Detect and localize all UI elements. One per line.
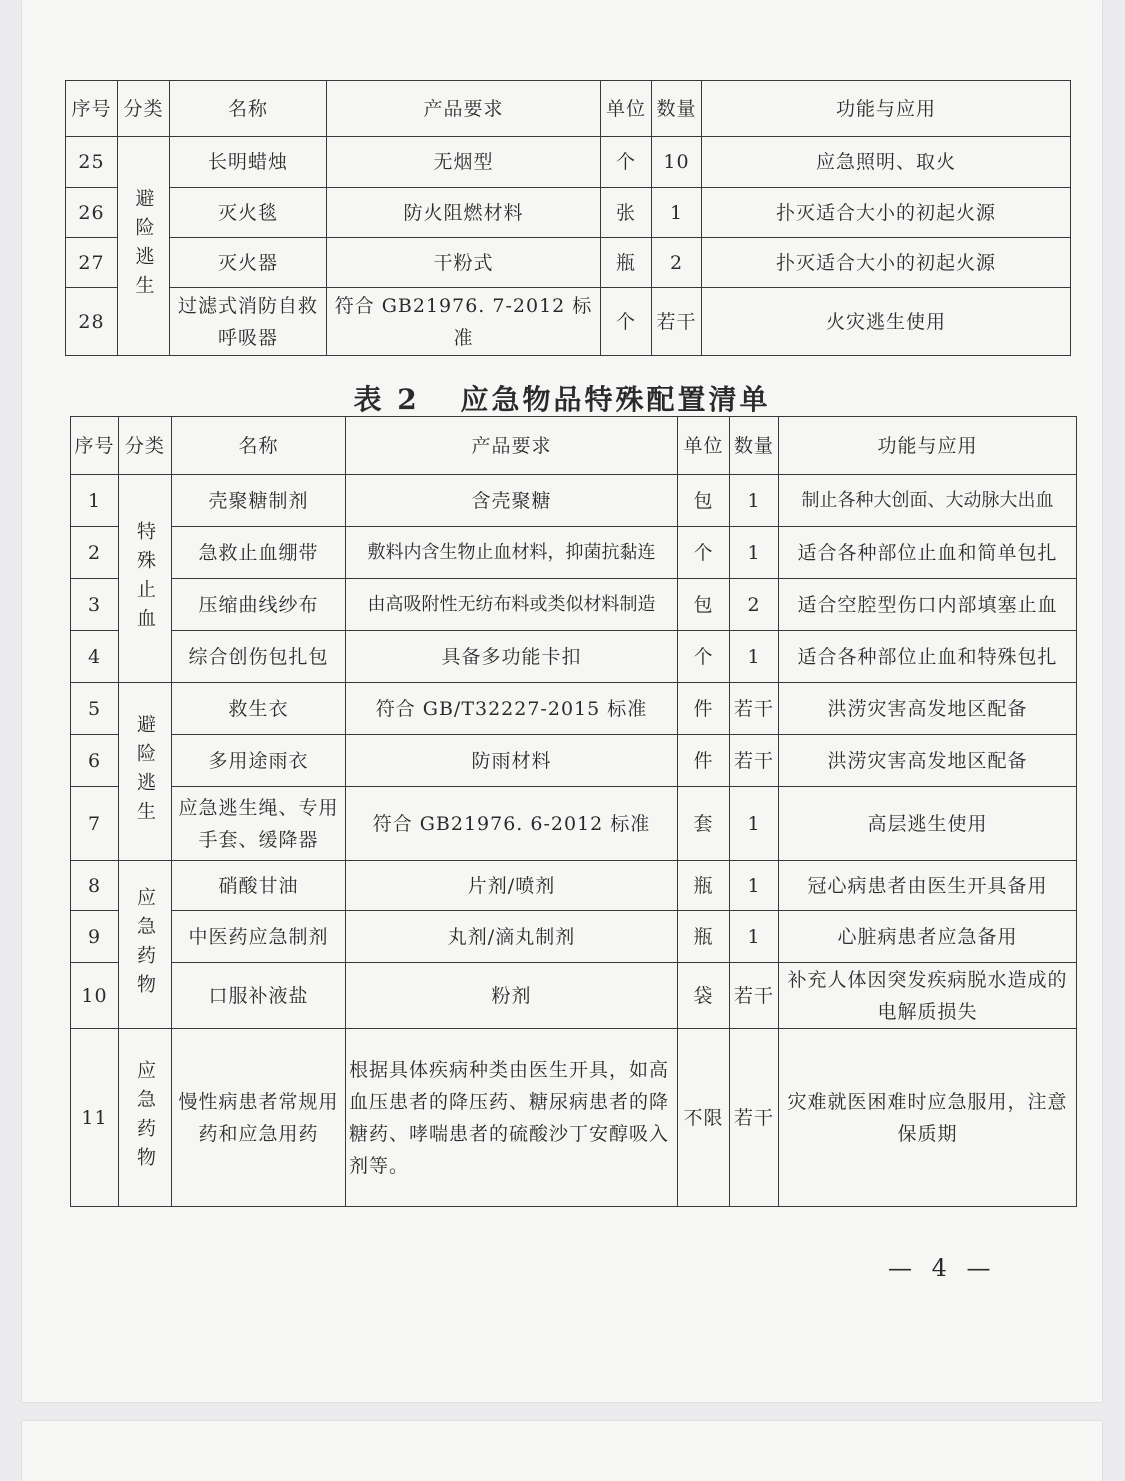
- page-number: — 4 —: [888, 1254, 997, 1282]
- cell-unit: 包: [678, 579, 730, 631]
- table-row: [71, 735, 1077, 787]
- cell-name: 多用途雨衣: [172, 735, 346, 787]
- cell-quantity: 若干: [730, 963, 779, 1029]
- cell-function: 冠心病患者由医生开具备用: [779, 861, 1077, 911]
- cell-unit: 件: [678, 683, 730, 735]
- table-row: [71, 861, 1077, 911]
- table-row: [71, 527, 1077, 579]
- category-cell: 应急药物: [119, 1029, 172, 1207]
- header-unit: 单位: [601, 81, 652, 137]
- cell-requirement: 敷料内含生物止血材料，抑菌抗黏连: [346, 527, 678, 579]
- cell-function: 扑灭适合大小的初起火源: [702, 188, 1071, 238]
- cell-no: 27: [66, 238, 118, 288]
- cell-quantity: 1: [730, 861, 779, 911]
- category-cell: 应急药物: [119, 861, 172, 1029]
- table-row: [71, 963, 1077, 1029]
- cell-quantity: 1: [730, 475, 779, 527]
- cell-no: 8: [71, 861, 119, 911]
- cell-function: 制止各种大创面、大动脉大出血: [779, 475, 1077, 527]
- cell-unit: 包: [678, 475, 730, 527]
- cell-no: 26: [66, 188, 118, 238]
- cell-requirement: 防火阻燃材料: [327, 188, 601, 238]
- cell-name: 过滤式消防自救呼吸器: [170, 288, 327, 356]
- cell-unit: 个: [678, 631, 730, 683]
- table-2-caption: [22, 378, 1102, 418]
- cell-unit: 瓶: [678, 911, 730, 963]
- header-no: 序号: [71, 417, 119, 475]
- cell-function: 高层逃生使用: [779, 787, 1077, 861]
- cell-no: 25: [66, 137, 118, 188]
- category-cell: 避险逃生: [118, 137, 170, 356]
- header-name: 名称: [172, 417, 346, 475]
- cell-quantity: 2: [652, 238, 702, 288]
- cell-function: 洪涝灾害高发地区配备: [779, 735, 1077, 787]
- cell-requirement: 丸剂/滴丸制剂: [346, 911, 678, 963]
- cell-name: 长明蜡烛: [170, 137, 327, 188]
- header-unit: 单位: [678, 417, 730, 475]
- cell-unit: 套: [678, 787, 730, 861]
- cell-quantity: 1: [730, 631, 779, 683]
- cell-requirement: 片剂/喷剂: [346, 861, 678, 911]
- header-quantity: 数量: [652, 81, 702, 137]
- cell-function: 应急照明、取火: [702, 137, 1071, 188]
- cell-no: 6: [71, 735, 119, 787]
- header-quantity: 数量: [730, 417, 779, 475]
- cell-function: 补充人体因突发疾病脱水造成的电解质损失: [779, 963, 1077, 1029]
- cell-no: 10: [71, 963, 119, 1029]
- cell-name: 中医药应急制剂: [172, 911, 346, 963]
- cell-no: 3: [71, 579, 119, 631]
- header-category: 分类: [118, 81, 170, 137]
- cell-quantity: 2: [730, 579, 779, 631]
- table-row: [71, 683, 1077, 735]
- caption-label: 表 2: [353, 383, 420, 416]
- cell-function: 火灾逃生使用: [702, 288, 1071, 356]
- cell-unit: 瓶: [601, 238, 652, 288]
- header-no: 序号: [66, 81, 118, 137]
- cell-requirement: 符合 GB21976. 7-2012 标准: [327, 288, 601, 356]
- cell-no: 7: [71, 787, 119, 861]
- category-cell: 特殊止血: [119, 475, 172, 683]
- header-name: 名称: [170, 81, 327, 137]
- table-row: [71, 475, 1077, 527]
- cell-function: 适合各种部位止血和简单包扎: [779, 527, 1077, 579]
- cell-name: 救生衣: [172, 683, 346, 735]
- table-row: [66, 288, 1071, 356]
- caption-title: 应急物品特殊配置清单: [460, 383, 771, 416]
- header-requirement: 产品要求: [346, 417, 678, 475]
- cell-no: 9: [71, 911, 119, 963]
- cell-unit: 张: [601, 188, 652, 238]
- cell-no: 28: [66, 288, 118, 356]
- cell-requirement: 粉剂: [346, 963, 678, 1029]
- table-row: [71, 631, 1077, 683]
- cell-no: 4: [71, 631, 119, 683]
- next-page-edge: [22, 1421, 1102, 1481]
- cell-quantity: 1: [730, 911, 779, 963]
- cell-no: 2: [71, 527, 119, 579]
- cell-unit: 个: [601, 137, 652, 188]
- cell-requirement: 符合 GB/T32227-2015 标准: [346, 683, 678, 735]
- header-requirement: 产品要求: [327, 81, 601, 137]
- table-row: [66, 238, 1071, 288]
- table-1: [65, 80, 1071, 356]
- table-row: [71, 579, 1077, 631]
- cell-name: 综合创伤包扎包: [172, 631, 346, 683]
- table-2: [70, 416, 1077, 1207]
- cell-requirement: 防雨材料: [346, 735, 678, 787]
- cell-name: 压缩曲线纱布: [172, 579, 346, 631]
- cell-quantity: 1: [652, 188, 702, 238]
- cell-requirement: 符合 GB21976. 6-2012 标准: [346, 787, 678, 861]
- cell-function: 洪涝灾害高发地区配备: [779, 683, 1077, 735]
- cell-no: 5: [71, 683, 119, 735]
- cell-requirement: 含壳聚糖: [346, 475, 678, 527]
- cell-quantity: 1: [730, 787, 779, 861]
- cell-no: 1: [71, 475, 119, 527]
- cell-name: 灭火器: [170, 238, 327, 288]
- table-row: [71, 1029, 1077, 1207]
- cell-requirement: 无烟型: [327, 137, 601, 188]
- cell-name: 急救止血绷带: [172, 527, 346, 579]
- cell-name: 口服补液盐: [172, 963, 346, 1029]
- cell-requirement: 干粉式: [327, 238, 601, 288]
- header-function: 功能与应用: [779, 417, 1077, 475]
- table-header-row: [71, 417, 1077, 475]
- category-cell: 避险逃生: [119, 683, 172, 861]
- cell-no: 11: [71, 1029, 119, 1207]
- cell-unit: 袋: [678, 963, 730, 1029]
- cell-name: 硝酸甘油: [172, 861, 346, 911]
- cell-function: 心脏病患者应急备用: [779, 911, 1077, 963]
- cell-unit: 瓶: [678, 861, 730, 911]
- cell-quantity: 若干: [652, 288, 702, 356]
- table-row: [66, 188, 1071, 238]
- cell-unit: 不限: [678, 1029, 730, 1207]
- header-category: 分类: [119, 417, 172, 475]
- cell-quantity: 1: [730, 527, 779, 579]
- cell-name: 应急逃生绳、专用手套、缓降器: [172, 787, 346, 861]
- cell-name: 壳聚糖制剂: [172, 475, 346, 527]
- table-header-row: [66, 81, 1071, 137]
- table-row: [71, 911, 1077, 963]
- table-row: [66, 137, 1071, 188]
- cell-quantity: 若干: [730, 735, 779, 787]
- cell-function: 扑灭适合大小的初起火源: [702, 238, 1071, 288]
- cell-unit: 件: [678, 735, 730, 787]
- cell-quantity: 若干: [730, 1029, 779, 1207]
- document-page: [22, 0, 1102, 1402]
- cell-requirement: 具备多功能卡扣: [346, 631, 678, 683]
- cell-requirement: 由高吸附性无纺布料或类似材料制造: [346, 579, 678, 631]
- cell-name: 灭火毯: [170, 188, 327, 238]
- cell-function: 适合各种部位止血和特殊包扎: [779, 631, 1077, 683]
- cell-quantity: 若干: [730, 683, 779, 735]
- cell-quantity: 10: [652, 137, 702, 188]
- cell-unit: 个: [601, 288, 652, 356]
- header-function: 功能与应用: [702, 81, 1071, 137]
- cell-unit: 个: [678, 527, 730, 579]
- cell-function: 适合空腔型伤口内部填塞止血: [779, 579, 1077, 631]
- cell-name: 慢性病患者常规用药和应急用药: [172, 1029, 346, 1207]
- cell-requirement: 根据具体疾病种类由医生开具，如高血压患者的降压药、糖尿病患者的降糖药、哮喘患者的硫酸沙丁安醇吸入剂等。: [346, 1029, 678, 1207]
- table-row: [71, 787, 1077, 861]
- cell-function: 灾难就医困难时应急服用，注意保质期: [779, 1029, 1077, 1207]
